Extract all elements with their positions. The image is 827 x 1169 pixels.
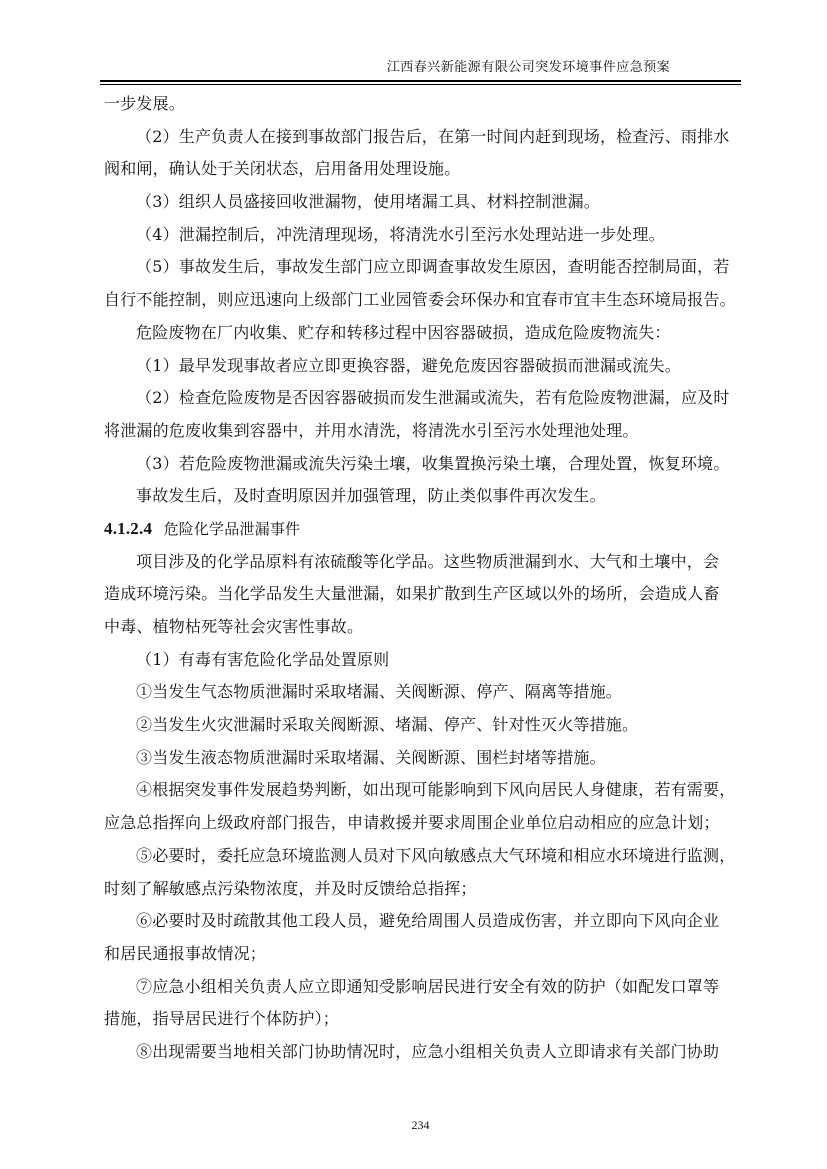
section-title: 危险化学品泄漏事件 [163,519,301,538]
text-line: ⑦应急小组相关负责人应立即通知受影响居民进行安全有效的防护（如配发口罩等 [136,976,720,996]
text-line: ②当发生火灾泄漏时采取关阀断源、堵漏、停产、针对性灭火等措施。 [136,715,639,735]
text-line: ④根据突发事件发展趋势判断，如出现可能影响到下风向居民人身健康，若有需要， [136,780,736,800]
page-number: 234 [411,1118,430,1132]
text-line: 应急总指挥向上级政府部门报告，申请救援并要求周围企业单位启动相应的应急计划； [104,813,720,833]
section-heading [104,513,740,546]
text-line: 阀和闸，确认处于关闭状态，启用备用处理设施。 [104,159,461,179]
text-line: ⑥必要时及时疏散其他工段人员，避免给周围人员造成伤害，并立即向下风向企业 [136,911,720,931]
text-line: 项目涉及的化学品原料有浓硫酸等化学品。这些物质泄漏到水、大气和土壤中，会 [136,551,720,571]
text-line: （2）检查危险废物是否因容器破损而发生泄漏或流失，若有危险废物泄漏，应及时 [136,388,730,408]
text-line: 事故发生后，及时查明原因并加强管理，防止类似事件再次发生。 [136,486,606,506]
text-line: 和居民通报事故情况； [104,943,267,963]
header-rule-thin [100,84,741,85]
text-line: ⑤必要时，委托应急环境监测人员对下风向敏感点大气环境和相应水环境进行监测， [136,845,736,865]
text-line: （1）有毒有害危险化学品处置原则 [136,649,390,669]
header-rule-thick [100,80,741,82]
text-line: 时刻了解敏感点污染物浓度，并及时反馈给总指挥； [104,878,477,898]
text-line: （3）若危险废物泄漏或流失污染土壤，收集置换污染土壤，合理处置，恢复环境。 [136,453,730,473]
document-body [104,88,740,1069]
text-line: （5）事故发生后，事故发生部门应立即调查事故发生原因，查明能否控制局面，若 [136,257,730,277]
text-line: ⑧出现需要当地相关部门协助情况时，应急小组相关负责人立即请求有关部门协助 [136,1041,720,1061]
text-line: 造成环境污染。当化学品发生大量泄漏，如果扩散到生产区域以外的场所，会造成人畜 [104,584,720,604]
text-line: （2）生产负责人在接到事故部门报告后，在第一时间内赶到现场，检查污、雨排水 [136,126,730,146]
text-line: 一步发展。 [104,94,186,113]
text-line: （4）泄漏控制后，冲洗清理现场，将清洗水引至污水处理站进一步处理。 [136,224,665,244]
text-line: （1）最早发现事故者应立即更换容器，避免危废因容器破损而泄漏或流失。 [136,355,681,375]
text-line: 将泄漏的危废收集到容器中，并用水清洗，将清洗水引至污水处理池处理。 [104,420,639,440]
text-line: 措施，指导居民进行个体防护）； [104,1009,340,1029]
text-line: （3）组织人员盛接回收泄漏物，使用堵漏工具、材料控制泄漏。 [136,192,600,212]
page-header: 江西春兴新能源有限公司突发环境事件应急预案 [386,60,671,75]
section-number: 4.1.2.4 [104,518,153,538]
text-line: ①当发生气态物质泄漏时采取堵漏、关阀断源、停产、隔离等措施。 [136,682,623,702]
text-line: 中毒、植物枯死等社会灾害性事故。 [104,617,364,636]
text-line: 自行不能控制，则应迅速向上级部门工业园管委会环保办和宜春市宜丰生态环境局报告。 [104,290,736,310]
text-line: ③当发生液态物质泄漏时采取堵漏、关阀断源、围栏封堵等措施。 [136,747,606,767]
text-line: 危险废物在厂内收集、贮存和转移过程中因容器破损，造成危险废物流失： [136,322,671,342]
